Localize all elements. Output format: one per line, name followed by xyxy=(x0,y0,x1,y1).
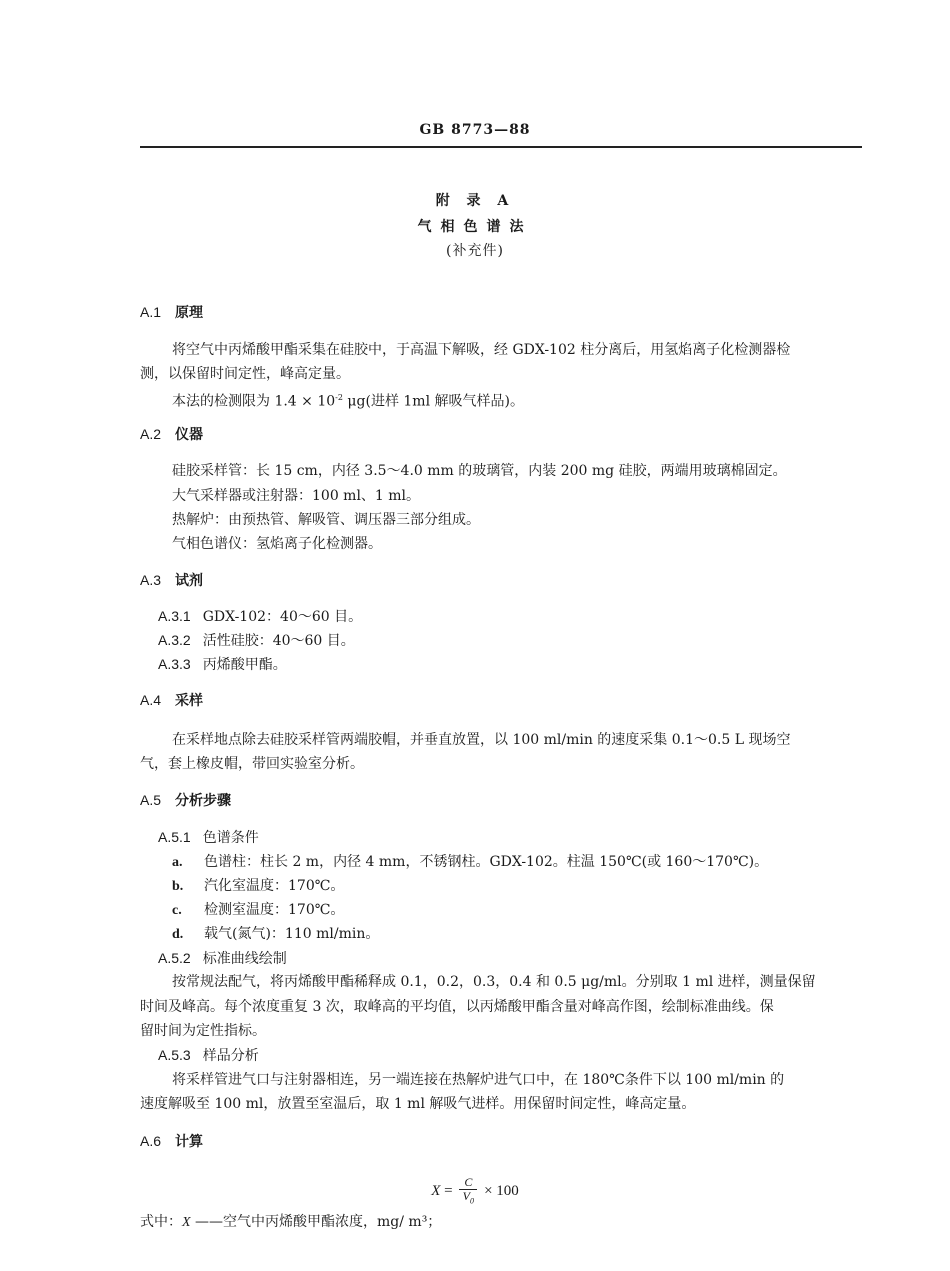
section-number: A.6 xyxy=(140,1133,162,1149)
subsection-title: 色谱条件 xyxy=(202,830,259,846)
section-title: 原理 xyxy=(175,305,204,321)
detection-limit-unit: μg(进样 1ml 解吸气样品)。 xyxy=(342,393,524,410)
a5-3-paragraph-line: 将采样管进气口与注射器相连，另一端连接在热解炉进气口中，在 180℃条件下以 100 ml/min 的 xyxy=(172,1072,785,1088)
clause-number: A.3.3 xyxy=(158,656,191,672)
condition-item xyxy=(172,922,379,947)
section-number: A.1 xyxy=(140,304,162,320)
item-letter: b. xyxy=(172,879,184,894)
appendix-subtitle: 气相色谱法 xyxy=(417,219,533,235)
denominator-subscript: 0 xyxy=(470,1196,474,1206)
section-a5-heading xyxy=(140,790,231,810)
section-title: 仪器 xyxy=(175,427,204,443)
denominator-var: V xyxy=(462,1189,470,1203)
a4-paragraph-line: 气，套上橡皮帽，带回实验室分析。 xyxy=(140,756,364,772)
reagent-text: GDX-102：40～60 目。 xyxy=(202,609,363,625)
instrument-item: 硅胶采样管：长 15 cm，内径 3.5～4.0 mm 的玻璃管，内装 200 mg 硅胶，两端用玻璃棉固定。 xyxy=(172,463,787,479)
fraction-numerator: C xyxy=(464,1175,473,1189)
instrument-item: 大气采样器或注射器：100 ml、1 ml。 xyxy=(172,488,421,504)
fraction-denominator xyxy=(463,1190,474,1207)
subsection-title: 样品分析 xyxy=(202,1048,259,1064)
reagent-text: 活性硅胶：40～60 目。 xyxy=(202,633,355,649)
section-title: 采样 xyxy=(175,693,204,709)
section-title: 试剂 xyxy=(175,573,204,589)
formula-where-line xyxy=(140,1210,441,1235)
subsection-a5-2-heading xyxy=(158,946,287,971)
exponent: -2 xyxy=(335,393,343,402)
appendix-title: 附 录 A xyxy=(435,193,515,209)
section-a4-heading xyxy=(140,690,203,710)
a1-paragraph-line: 测，以保留时间定性，峰高定量。 xyxy=(140,366,350,382)
clause-number: A.3.1 xyxy=(158,608,191,624)
formula-lhs: X xyxy=(431,1183,441,1200)
condition-text: 检测室温度：170℃。 xyxy=(204,902,345,918)
item-letter: c. xyxy=(172,903,182,918)
where-definition: ——空气中丙烯酸甲酯浓度，mg/ m³； xyxy=(190,1214,442,1230)
instrument-item: 气相色谱仪：氢焰离子化检测器。 xyxy=(172,536,382,552)
clause-number: A.3.2 xyxy=(158,632,191,648)
formula-equals: = xyxy=(440,1183,457,1200)
a4-paragraph-line: 在采样地点除去硅胶采样管两端胶帽，并垂直放置，以 100 ml/min 的速度采集 0.1～0.5 L 现场空 xyxy=(172,732,791,748)
a5-2-paragraph-line: 时间及峰高。每个浓度重复 3 次，取峰高的平均值，以丙烯酸甲酯含量对峰高作图，绘制标准曲线。保 xyxy=(140,999,774,1015)
section-number: A.5 xyxy=(140,792,162,808)
section-title: 分析步骤 xyxy=(175,793,232,809)
reagent-item xyxy=(158,604,362,629)
header-divider xyxy=(140,146,862,148)
appendix-note: (补充件) xyxy=(446,243,504,259)
a1-detection-limit xyxy=(172,386,524,414)
clause-number: A.5.1 xyxy=(158,829,191,845)
section-a3-heading xyxy=(140,570,203,590)
formula-multiplier: × 100 xyxy=(480,1183,519,1200)
item-letter: d. xyxy=(172,927,184,942)
concentration-formula xyxy=(0,1176,950,1207)
a5-3-paragraph-line: 速度解吸至 100 ml，放置至室温后，取 1 ml 解吸气进样。用保留时间定性，峰高定量。 xyxy=(140,1096,696,1112)
reagent-item xyxy=(158,628,355,653)
instrument-item: 热解炉：由预热管、解吸管、调压器三部分组成。 xyxy=(172,512,480,528)
reagent-text: 丙烯酸甲酯。 xyxy=(202,657,287,673)
condition-item xyxy=(172,874,344,899)
clause-number: A.5.3 xyxy=(158,1047,191,1063)
where-prefix: 式中： xyxy=(140,1214,182,1230)
condition-text: 载气(氮气)：110 ml/min。 xyxy=(204,926,380,942)
condition-item xyxy=(172,898,344,923)
condition-item xyxy=(172,850,768,875)
subsection-a5-1-heading xyxy=(158,825,259,850)
section-title: 计算 xyxy=(175,1134,204,1150)
a5-2-paragraph-line: 留时间为定性指标。 xyxy=(140,1023,266,1039)
a1-paragraph-line: 将空气中丙烯酸甲酯采集在硅胶中，于高温下解吸，经 GDX-102 柱分离后，用氢焰离子化检测器检 xyxy=(172,342,791,358)
where-variable: X xyxy=(182,1215,191,1230)
section-number: A.4 xyxy=(140,692,162,708)
formula-fraction xyxy=(459,1176,477,1207)
section-a2-heading xyxy=(140,424,203,444)
a5-2-paragraph-line: 按常规法配气，将丙烯酸甲酯稀释成 0.1，0.2，0.3，0.4 和 0.5 μg/ml。分别取 1 ml 进样，测量保留 xyxy=(172,974,816,990)
item-letter: a. xyxy=(172,855,183,870)
condition-text: 汽化室温度：170℃。 xyxy=(204,878,345,894)
clause-number: A.5.2 xyxy=(158,950,191,966)
subsection-title: 标准曲线绘制 xyxy=(202,951,287,967)
section-a1-heading xyxy=(140,302,203,322)
section-number: A.2 xyxy=(140,426,162,442)
section-a6-heading xyxy=(140,1131,203,1151)
section-number: A.3 xyxy=(140,572,162,588)
subsection-a5-3-heading xyxy=(158,1043,259,1068)
detection-limit-text: 本法的检测限为 1.4 × 10 xyxy=(172,393,336,410)
standard-code: GB 8773—88 xyxy=(419,122,531,138)
reagent-item xyxy=(158,652,287,677)
condition-text: 色谱柱：柱长 2 m，内径 4 mm，不锈钢柱。GDX-102。柱温 150℃(或 160～170℃)。 xyxy=(204,854,769,870)
